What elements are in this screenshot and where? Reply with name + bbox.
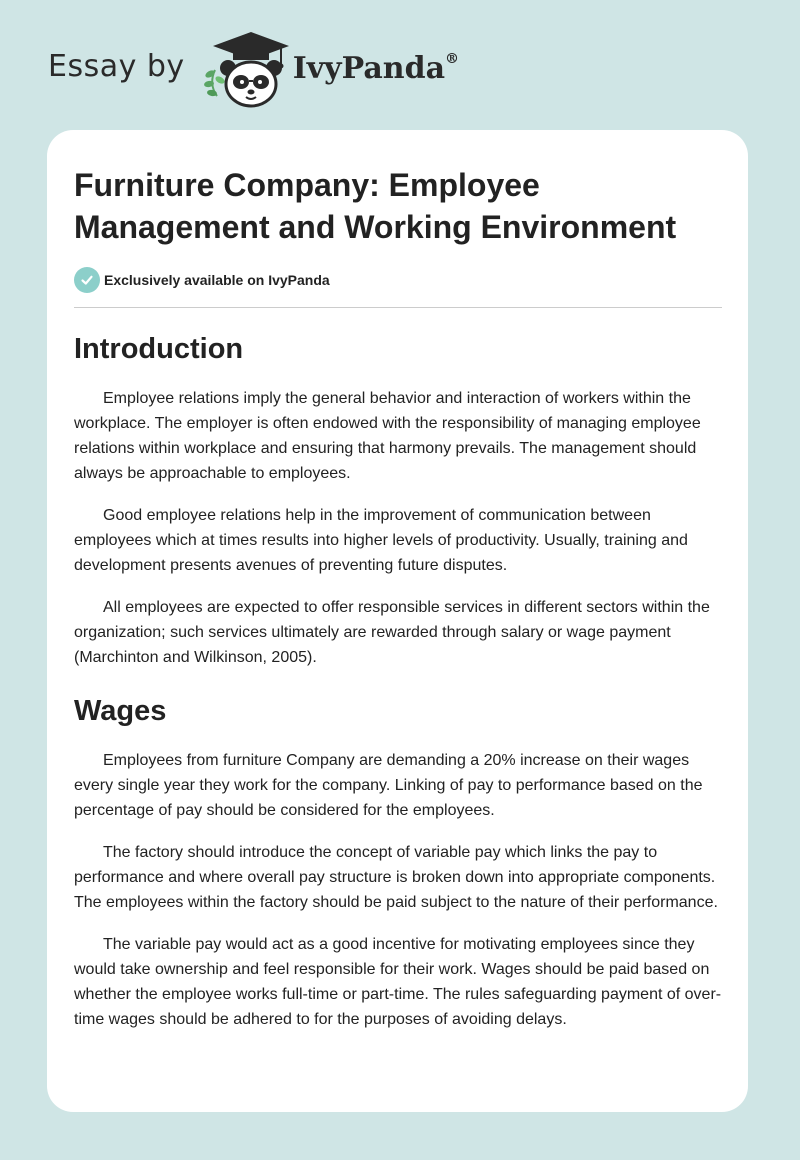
paragraph: The factory should introduce the concept of variable pay which links the pay to performance and where overall pay structure is broken down into appropriate components. The employees within the factory should be paid subject to the nature of their performance.	[74, 844, 718, 911]
essay-by-label: Essay by	[48, 48, 185, 84]
essay-card	[47, 130, 748, 1112]
check-icon	[74, 267, 100, 293]
section-introduction	[74, 330, 722, 670]
paragraph: Employee relations imply the general behavior and interaction of workers within the workplace. The employer is often endowed with the responsibility of managing employee relations within workplace and ensuring that harmony prevails. The management should always be approachable to employees.	[74, 390, 701, 482]
exclusive-badge	[74, 266, 722, 294]
paragraph: Good employee relations help in the improvement of communication between employees which at times results into higher levels of productivity. Usually, training and development presents avenues of preventing future disputes.	[74, 507, 688, 574]
paragraph: Employees from furniture Company are demanding a 20% increase on their wages every single year they work for the company. Linking of pay to performance based on the percentage of pay should be considered for the employees.	[74, 752, 703, 819]
panda-graduation-cap-icon[interactable]	[201, 30, 291, 110]
section-heading: Wages	[74, 695, 167, 727]
paragraph: The variable pay would act as a good incentive for motivating employees since they would take ownership and feel responsible for their work. Wages should be paid based on whether the employee works full-time or part-time. The rules safeguarding payment of over-time wages should be adhered to for the purposes of avoiding delays.	[74, 936, 722, 1028]
brand-name[interactable]	[293, 51, 459, 86]
brand-name-text: IvyPanda	[292, 50, 446, 86]
essay-title: Furniture Company: Employee Management and Working Environment	[74, 167, 677, 245]
section-heading: Introduction	[74, 333, 244, 365]
site-header	[48, 30, 459, 110]
paragraph: All employees are expected to offer responsible services in different sectors within the organization; such services ultimately are rewarded through salary or wage payment (Marchinton and Wilkinson, 2005).	[74, 599, 710, 666]
divider	[74, 307, 722, 308]
exclusive-label: Exclusively available on IvyPanda	[104, 272, 330, 288]
registered-mark: ®	[445, 50, 460, 67]
section-wages	[74, 692, 722, 1032]
